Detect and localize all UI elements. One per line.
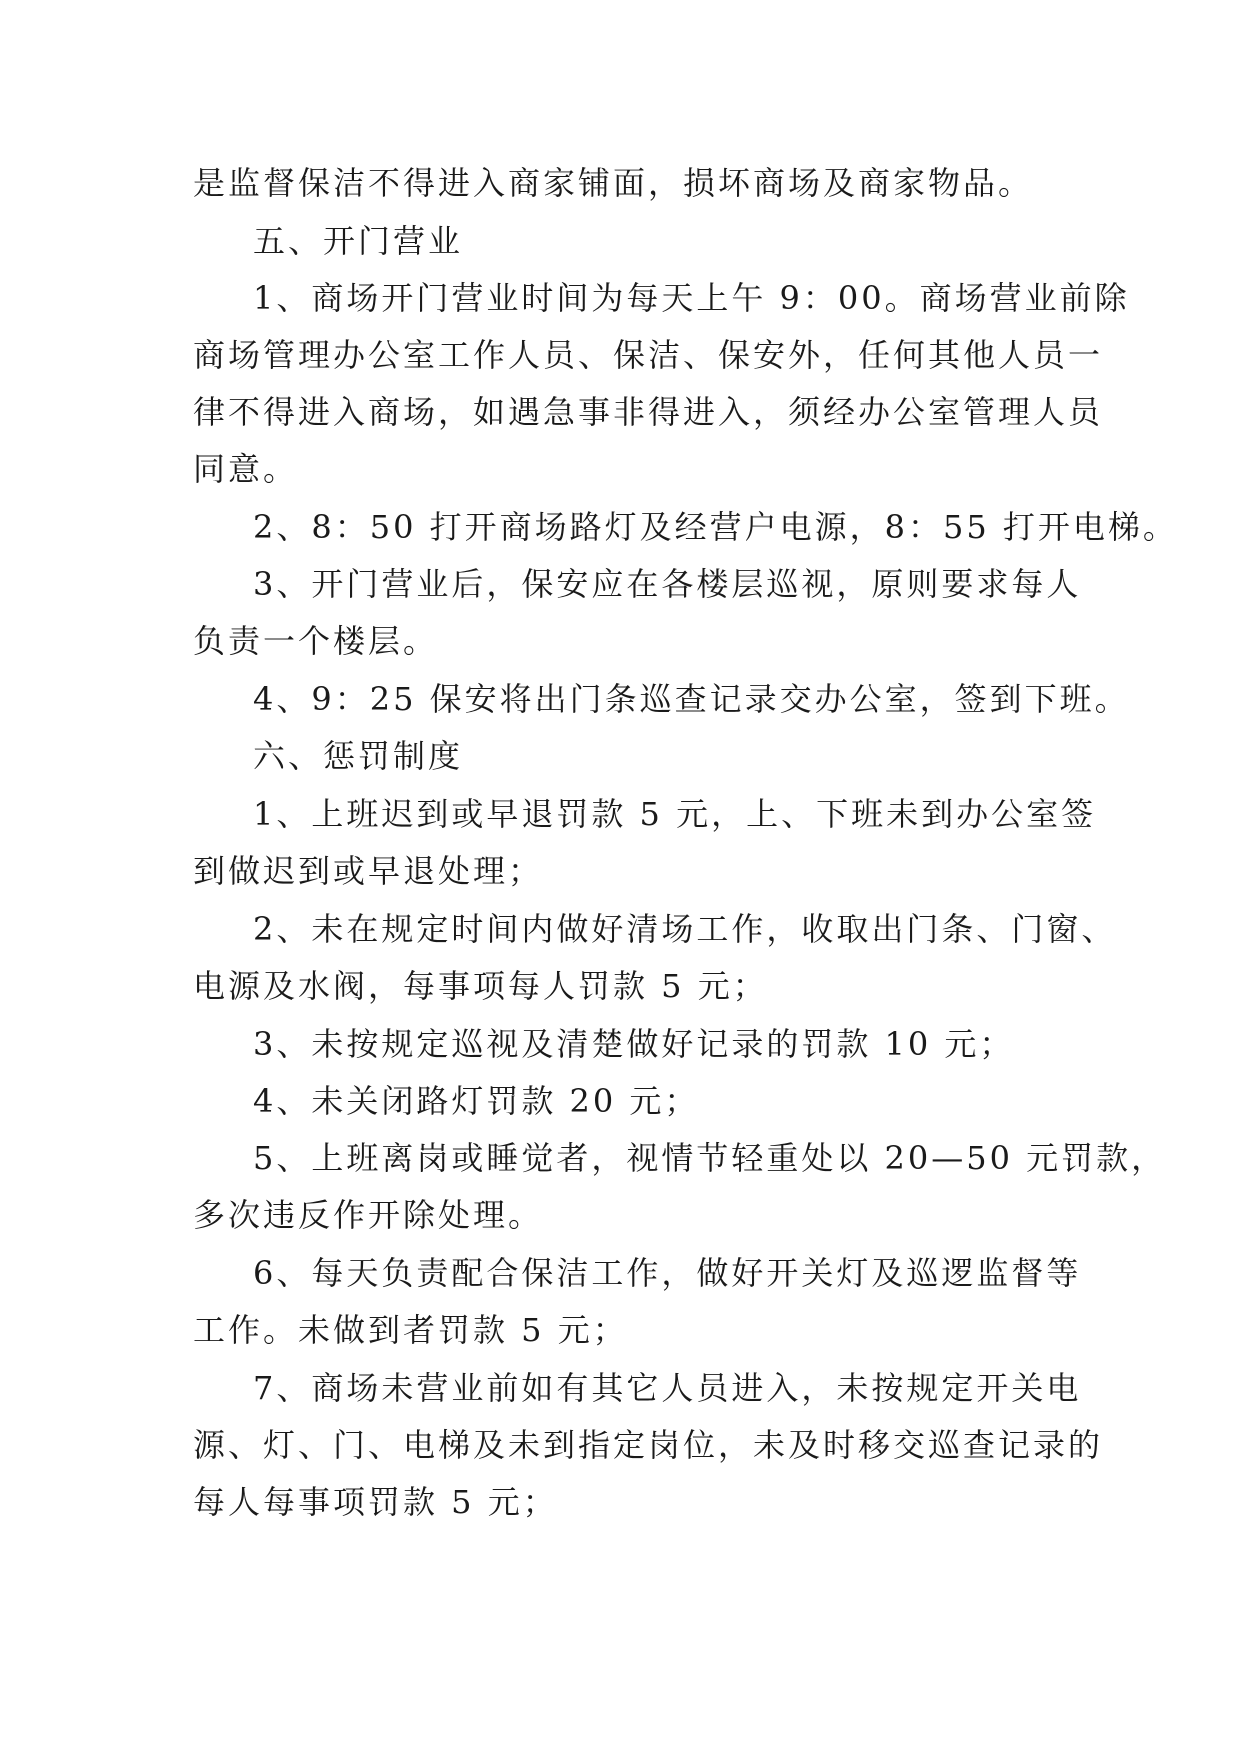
text-line: 电源及水阀，每事项每人罚款 5 元； <box>193 967 768 1005</box>
text-line: 律不得进入商场，如遇急事非得进入，须经办公室管理人员 <box>193 393 1104 431</box>
text-line: 负责一个楼层。 <box>193 622 439 660</box>
text-line: 7、商场未营业前如有其它人员进入，未按规定开关电 <box>253 1369 1082 1407</box>
text-line: 5、上班离岗或睡觉者，视情节轻重处以 20—50 元罚款， <box>253 1139 1167 1177</box>
text-line: 2、8：50 打开商场路灯及经营户电源，8：55 打开电梯。 <box>253 508 1178 546</box>
section-heading-six: 六、惩罚制度 <box>253 737 464 775</box>
text-line: 工作。未做到者罚款 5 元； <box>193 1311 628 1349</box>
text-line: 到做迟到或早退处理； <box>193 852 544 890</box>
text-line: 6、每天负责配合保洁工作，做好开关灯及巡逻监督等 <box>253 1254 1082 1292</box>
text-line: 是监督保洁不得进入商家铺面，损坏商场及商家物品。 <box>193 164 1034 202</box>
text-line: 1、商场开门营业时间为每天上午 9：00。商场营业前除 <box>253 279 1130 317</box>
text-line: 同意。 <box>193 450 299 488</box>
section-heading-five: 五、开门营业 <box>253 222 464 260</box>
text-line: 3、开门营业后，保安应在各楼层巡视，原则要求每人 <box>253 565 1082 603</box>
text-line: 商场管理办公室工作人员、保洁、保安外，任何其他人员一 <box>193 336 1104 374</box>
text-line: 多次违反作开除处理。 <box>193 1196 544 1234</box>
text-line: 2、未在规定时间内做好清场工作，收取出门条、门窗、 <box>253 910 1117 948</box>
text-line: 4、未关闭路灯罚款 20 元； <box>253 1082 700 1120</box>
text-line: 4、9：25 保安将出门条巡查记录交办公室，签到下班。 <box>253 680 1130 718</box>
text-line: 源、灯、门、电梯及未到指定岗位，未及时移交巡查记录的 <box>193 1426 1104 1464</box>
text-line: 3、未按规定巡视及清楚做好记录的罚款 10 元； <box>253 1025 1015 1063</box>
text-line: 1、上班迟到或早退罚款 5 元，上、下班未到办公室签 <box>253 795 1097 833</box>
text-line: 每人每事项罚款 5 元； <box>193 1483 558 1521</box>
